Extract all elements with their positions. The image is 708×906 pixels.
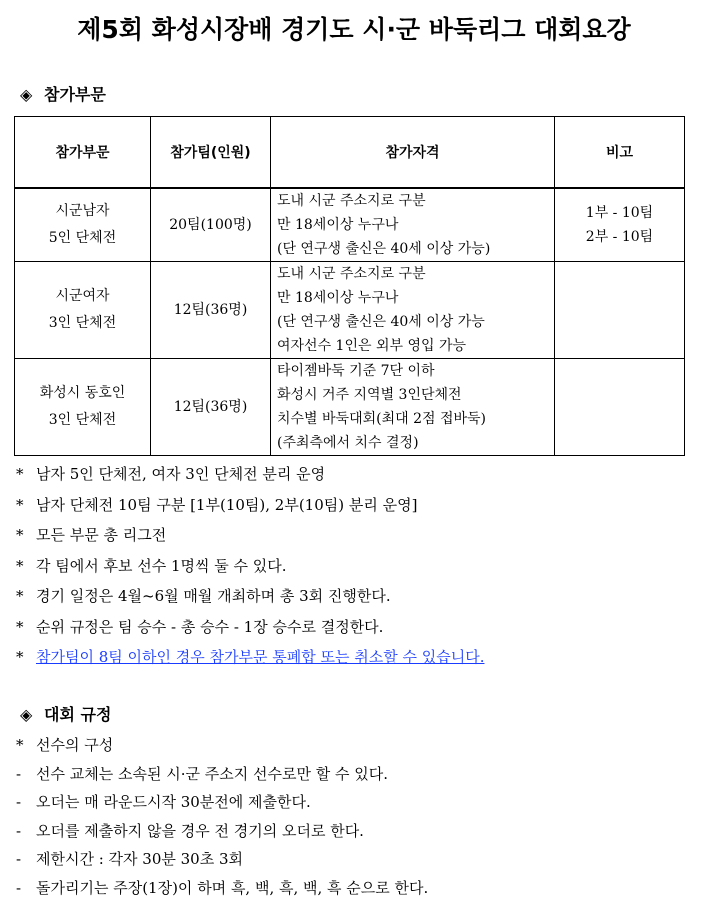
table-row — [15, 359, 685, 456]
diamond-icon: ◈ — [20, 85, 33, 104]
list-item: - 오더는 매 라운드시작 30분전에 제출한다. — [16, 793, 311, 811]
teams-cell: 12팀(36명) — [151, 359, 271, 456]
highlight-notice-text: 참가팀이 8팀 이하인 경우 참가부문 통폐합 또는 취소할 수 있습니다. — [36, 648, 485, 666]
note-cell — [555, 359, 685, 456]
list-item: - 오더를 제출하지 않을 경우 전 경기의 오더로 한다. — [16, 821, 364, 840]
section-heading-rules-label: 대회 규정 — [44, 705, 112, 724]
list-item: * 선수의 구성 — [16, 736, 114, 754]
qualification-cell: 도내 시군 주소지로 구분 만 18세이상 누구나 (단 연구생 출신은 40세 이상 가능 여자선수 1인은 외부 영입 가능 — [271, 262, 555, 359]
table-row — [15, 262, 685, 359]
section-heading-entry — [20, 82, 106, 105]
list-item: * 남자 5인 단체전, 여자 3인 단체전 분리 운영 — [16, 465, 326, 483]
notes-list — [16, 459, 484, 673]
teams-cell: 12팀(36명) — [151, 262, 271, 359]
table-header-row — [15, 117, 685, 189]
list-item: * 각 팀에서 후보 선수 1명씩 둘 수 있다. — [16, 556, 287, 575]
section-heading-rules — [20, 702, 111, 725]
header-division: 참가부문 — [15, 117, 151, 189]
teams-cell: 20팀(100명) — [151, 188, 271, 262]
table-row — [15, 188, 685, 262]
rules-list — [16, 731, 428, 902]
list-item: * 남자 단체전 10팀 구분 [1부(10팀), 2부(10팀) 분리 운영] — [16, 495, 418, 514]
qualification-cell: 타이젬바둑 기준 7단 이하 화성시 거주 지역별 3인단체전 치수별 바둑대회(최대 2점 접바둑) (주최측에서 치수 결정) — [271, 359, 555, 456]
header-qualification: 참가자격 — [271, 117, 555, 189]
section-heading-entry-label: 참가부문 — [44, 85, 106, 104]
list-item: - 돌가리기는 주장(1장)이 하며 흑, 백, 흑, 백, 흑 순으로 한다. — [16, 878, 429, 897]
list-item: * 경기 일정은 4월~6월 매월 개최하며 총 3회 진행한다. — [16, 587, 391, 605]
header-note: 비고 — [555, 117, 685, 189]
list-item: - 제한시간 : 각자 30분 30초 3회 — [16, 850, 244, 868]
list-item: * 모든 부문 총 리그전 — [16, 526, 167, 544]
division-cell: 시군여자 3인 단체전 — [15, 262, 151, 359]
note-cell: 1부 - 10팀 2부 - 10팀 — [555, 188, 685, 262]
page-title: 제5회 화성시장배 경기도 시·군 바둑리그 대회요강 — [77, 15, 631, 44]
header-teams: 참가팀(인원) — [151, 117, 271, 189]
note-cell — [555, 262, 685, 359]
entry-table — [14, 116, 685, 456]
division-cell: 시군남자 5인 단체전 — [15, 188, 151, 262]
qualification-cell: 도내 시군 주소지로 구분 만 18세이상 누구나 (단 연구생 출신은 40세 이상 가능) — [271, 188, 555, 262]
highlight-notice: * 참가팀이 8팀 이하인 경우 참가부문 통폐합 또는 취소할 수 있습니다. — [16, 648, 485, 666]
division-cell: 화성시 동호인 3인 단체전 — [15, 359, 151, 456]
list-item: * 순위 규정은 팀 승수 - 총 승수 - 1장 승수로 결정한다. — [16, 617, 384, 636]
list-item: - 선수 교체는 소속된 시·군 주소지 선수로만 할 수 있다. — [16, 764, 388, 783]
diamond-icon: ◈ — [20, 705, 33, 724]
